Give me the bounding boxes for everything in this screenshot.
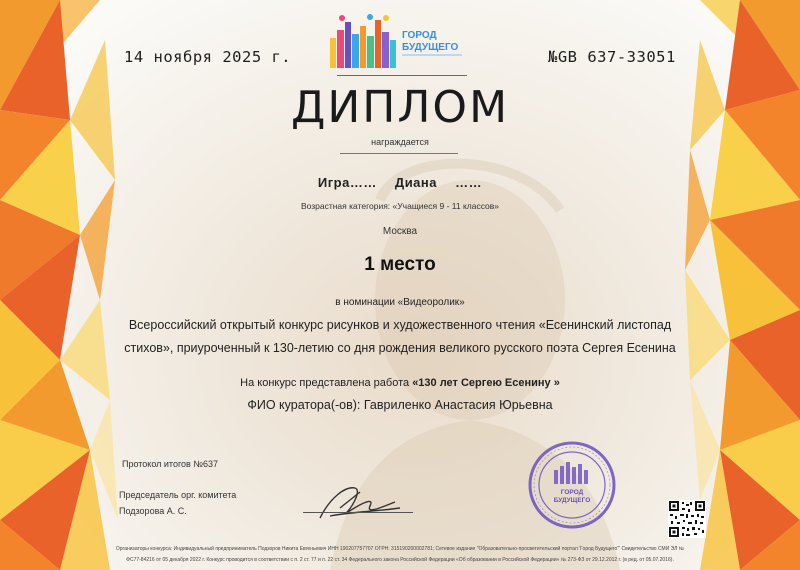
- protocol-number: Протокол итогов №637: [122, 459, 219, 469]
- recipient-name: Игра…… Диана ……: [317, 175, 483, 190]
- age-category: Возрастная категория: «Учащиеся 9 - 11 классов»: [300, 201, 500, 211]
- chair-name: Подзорова А. С.: [119, 506, 187, 516]
- logo-text-line1: ГОРОД: [402, 30, 437, 41]
- awarded-divider: [340, 153, 458, 154]
- stamp: [527, 440, 617, 530]
- qr-code: [668, 500, 706, 538]
- awarded-label: награждается: [371, 137, 429, 147]
- nomination: в номинации «Видеоролик»: [335, 297, 465, 308]
- work-prefix: На конкурс представлена работа: [240, 377, 413, 389]
- place-award: 1 место: [364, 254, 436, 275]
- contest-name-line1: Всероссийский открытый конкурс рисунков и художественного чтения «Есенинский листопад: [128, 318, 672, 332]
- footer-legal-line2: ФС77-84216 от 05 декабря 2022 г. Конкурс проводится в соответствии с п. 2 ст. 77 и п. 22 ст. 34 Федерального закона Российской Федерации «Об образовании в Российской Федерации» № 273-ФЗ от 29.12.2012 г. (в ред. от 05.07.2016).: [126, 557, 674, 563]
- logo-text-line2: БУДУЩЕГО: [402, 42, 459, 53]
- diploma-number: №GB 637-33051: [548, 48, 676, 66]
- contest-name-line2: стихов», приуроченный к 130-летию со дня рождения великого русского поэта Сергея Есенина: [124, 341, 676, 355]
- city: Москва: [382, 226, 418, 237]
- signature-line: [303, 512, 413, 513]
- stamp-text-line1: ГОРОД: [560, 489, 584, 496]
- curator: ФИО куратора(-ов): Гавриленко Анастасия Юрьевна: [247, 398, 553, 412]
- work-title: «130 лет Сергею Есенину »: [412, 377, 560, 389]
- chair-title: Председатель орг. комитета: [119, 490, 237, 500]
- diploma-title: ДИПЛОМ: [290, 82, 510, 133]
- logo: [322, 12, 482, 74]
- footer-legal-line1: Организаторы конкурса: Индивидуальный предприниматель Подзоров Никита Евгеньевич ИНН 190207757707 ОГРН: 315190200002781; Сетевое издание "Образовательно-просветительский портал 'Город Будущего'" Свидетельство СМИ ЭЛ №: [115, 546, 685, 552]
- stamp-text-line2: БУДУЩЕГО: [553, 497, 591, 504]
- logo-divider: [337, 75, 467, 76]
- signature: [300, 478, 420, 530]
- submitted-work: [0, 377, 800, 389]
- issue-date: 14 ноября 2025 г.: [124, 48, 292, 66]
